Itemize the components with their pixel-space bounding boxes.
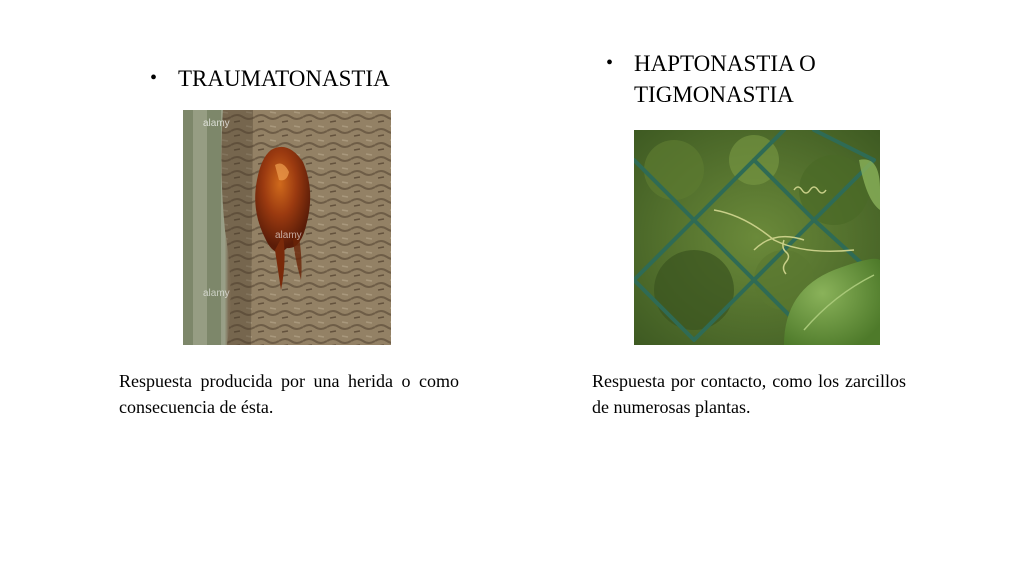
watermark-text: alamy [275,230,302,241]
left-bullet-title [150,63,390,94]
fence-tendrils-photo [634,130,880,345]
haptonastia-heading [634,48,816,110]
watermark-text: alamy [203,118,230,129]
right-bullet-title [606,48,906,110]
heading-line-2: TIGMONASTIA [634,82,794,107]
tree-resin-photo [183,110,391,345]
tree-resin-image [183,110,391,345]
watermark-text: alamy [203,288,230,299]
bullet-icon: • [150,67,158,89]
haptonastia-description: Respuesta por contacto, como los zarcillos de numerosas plantas. [592,371,906,417]
fence-tendrils-image [634,130,880,345]
heading-line-1: HAPTONASTIA O [634,51,816,76]
bullet-icon: • [606,52,614,74]
traumatonastia-heading: TRAUMATONASTIA [178,66,390,91]
traumatonastia-description: Respuesta producida por una herida o como consecuencia de ésta. [119,371,459,417]
